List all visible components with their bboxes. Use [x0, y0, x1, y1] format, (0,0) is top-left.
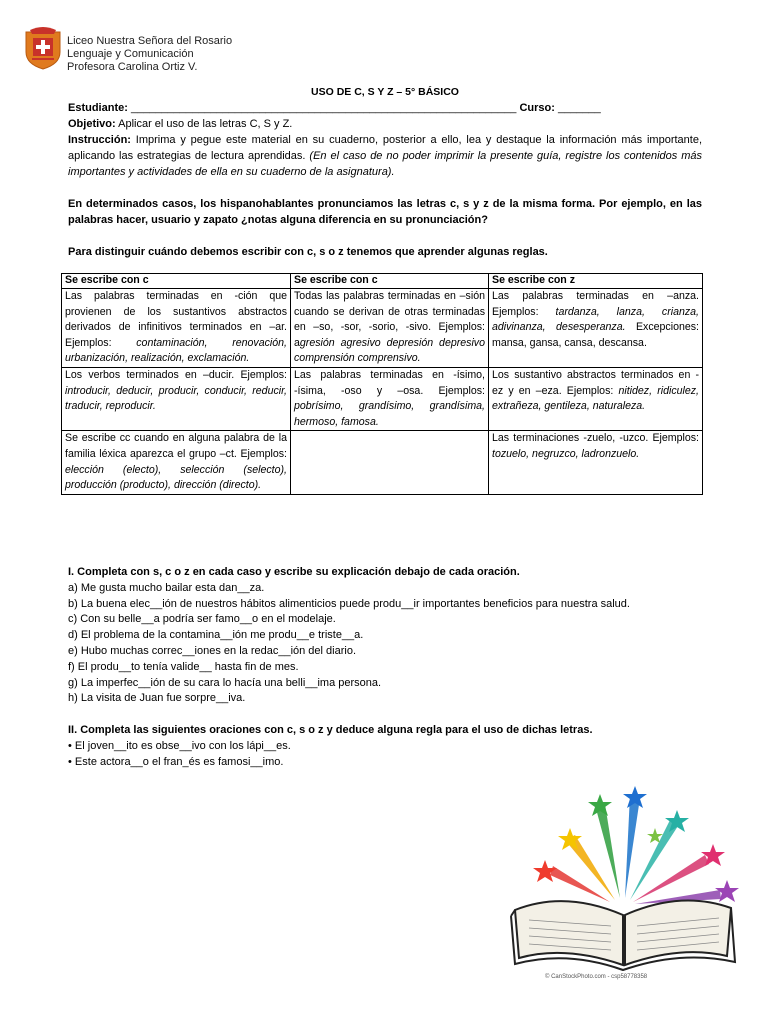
exercise-item: e) Hubo muchas correc__iones en la redac__ión del diario. — [68, 644, 357, 657]
rule-text: Las terminaciones -zuelo, -uzco. Ejemplos: — [492, 432, 699, 445]
table-cell — [489, 431, 703, 494]
table-cell — [489, 289, 703, 368]
exercise-bullet-item: • Este actora__o el fran_és es famosi__imo. — [68, 755, 284, 768]
rule-text: Las palabras terminadas en -ción que provienen de los sustantivos abstractos derivados de infinitivos terminados en –ar. Ejemplos: — [65, 290, 287, 349]
exercise-item: b) La buena elec__ión de nuestros hábitos alimenticios puede produ__ir importantes beneficios para nuestra salud. — [68, 597, 630, 610]
course-blank[interactable]: _______ — [557, 102, 601, 114]
section2-title: II. Completa las siguientes oraciones con c, s o z y deduce alguna regla para el uso de dichas letras. — [68, 724, 593, 737]
table-row — [62, 367, 703, 430]
course-label: Curso: — [519, 102, 555, 114]
objective-line — [68, 116, 702, 132]
rule-exceptions: Excepciones: mansa, gansa, cansa, descansa. — [492, 321, 699, 349]
table-header-row — [62, 274, 703, 289]
table-header-cell: Se escribe con c — [291, 274, 489, 289]
table-cell — [62, 367, 291, 430]
table-row — [62, 289, 703, 368]
intro-section — [68, 84, 702, 260]
rule-examples: nitidez, ridiculez, extrañeza, gentileza, naturaleza. — [492, 384, 699, 413]
art-caption: © CanStockPhoto.com - csp58778358 — [545, 974, 648, 980]
exercise-item: f) El produ__to tenía valide__ hasta fin de mes. — [68, 660, 299, 673]
rule-text: Todas las palabras terminadas en –sión cuando se derivan de otras terminadas en –so, -sor, -sorio, -sivo. Ejemplos: a — [294, 290, 485, 349]
rule-examples: elección (electo), selección (selecto), producción (producto), dirección (directo). — [65, 463, 287, 492]
section1-title: I. Completa con s, c o z en cada caso y escribe su explicación debajo de cada oración. — [68, 566, 520, 578]
rule-text: Los sustantivo abstractos terminados en -ez y en –eza. Ejemplos: — [492, 368, 699, 397]
intro-paragraph-2: Para distinguir cuándo debemos escribir con c, s o z tenemos que aprender algunas reglas. — [68, 246, 548, 258]
intro-paragraph-1: En determinados casos, los hispanohablantes pronunciamos las letras c, s y z de la misma forma. Por ejemplo, en las palabras hacer, usuario y zapato ¿notas alguna diferencia en su pronunciación? — [68, 198, 702, 226]
exercise-bullet-item: • El joven__ito es obse__ivo con los lápi__es. — [68, 739, 291, 752]
table-row — [62, 431, 703, 494]
school-name: Liceo Nuestra Señora del Rosario — [67, 35, 233, 47]
rule-examples: pobrísimo, grandísimo, grandísima, hermoso, famosa. — [294, 400, 485, 428]
table-header-cell: Se escribe con c — [62, 274, 291, 289]
rule-text: Las palabras terminadas en -ísimo, -ísima, -oso y –osa. Ejemplos: — [294, 368, 485, 397]
rule-text: Las palabras terminadas en –anza. Ejemplos: — [492, 290, 699, 318]
objective-text: Aplicar el uso de las letras C, S y Z. — [115, 118, 293, 130]
exercise-item: c) Con su belle__a podría ser famo__o en el modelaje. — [68, 613, 336, 626]
rule-examples: tozuelo, negruzco, ladronzuelo. — [492, 447, 640, 460]
teacher-name: Profesora Carolina Ortiz V. — [67, 61, 198, 73]
rule-examples: contaminación, renovación, urbanización, realización, exclamación. — [65, 336, 287, 365]
bullet-text: El joven__ito es obse__ivo con los lápi__es. — [74, 739, 291, 752]
student-blank[interactable]: _______________________________________________________________ — [130, 102, 517, 114]
exercise-item: g) La imperfec__ión de su cara lo hacía una belli__ima persona. — [68, 676, 382, 689]
spelling-rules-table — [61, 273, 703, 495]
instruction-text: Imprima y pegue este material en su cuaderno, posterior a ello, lea y destaque la información más importante, aplicando las estrategias de lectura aprendidas. — [68, 134, 702, 162]
table-header-cell: Se escribe con z — [489, 274, 703, 289]
school-header — [24, 26, 324, 72]
student-line — [68, 100, 702, 116]
rule-text: Se escribe cc cuando en alguna palabra de la familia léxica aparezca el grupo –ct. Ejemplos: — [65, 432, 287, 460]
exercises-section — [68, 565, 702, 771]
table-cell — [291, 289, 489, 368]
table-cell — [62, 289, 291, 368]
table-cell — [291, 367, 489, 430]
instruction-note: (En el caso de no poder imprimir la presente guía, registre los contenidos más importantes y actividades de ella en su cuaderno de la asignatura). — [68, 150, 702, 178]
rule-examples: gresión agresivo depresión depresivo comprensión comprensivo. — [294, 336, 485, 365]
subject-name: Lenguaje y Comunicación — [67, 48, 194, 60]
exercise-item: d) El problema de la contamina__ión me produ__e triste__a. — [68, 629, 364, 642]
table-cell-empty — [291, 431, 489, 494]
student-label: Estudiante: — [68, 102, 128, 114]
instruction-paragraph — [68, 132, 702, 180]
open-book-stars-illustration — [505, 780, 745, 980]
exercise-item: h) La visita de Juan fue sorpre__iva. — [68, 692, 246, 705]
rule-examples: introducir, deducir, producir, conducir, reducir, traducir, reproducir. — [65, 384, 287, 413]
school-crest-icon — [24, 26, 62, 70]
instruction-label: Instrucción: — [68, 134, 131, 146]
table-cell — [489, 367, 703, 430]
table-cell — [62, 431, 291, 494]
rule-text: Los verbos terminados en –ducir. Ejemplos: — [65, 368, 287, 381]
exercise-item: a) Me gusta mucho bailar esta dan__za. — [68, 581, 265, 594]
rule-examples: tardanza, lanza, crianza, adivinanza, desesperanza. — [492, 305, 699, 334]
bullet-text: Este actora__o el fran_és es famosi__imo. — [74, 755, 284, 768]
objective-label: Objetivo: — [68, 118, 116, 130]
page-title: USO DE C, S Y Z – 5° BÁSICO — [311, 86, 459, 98]
